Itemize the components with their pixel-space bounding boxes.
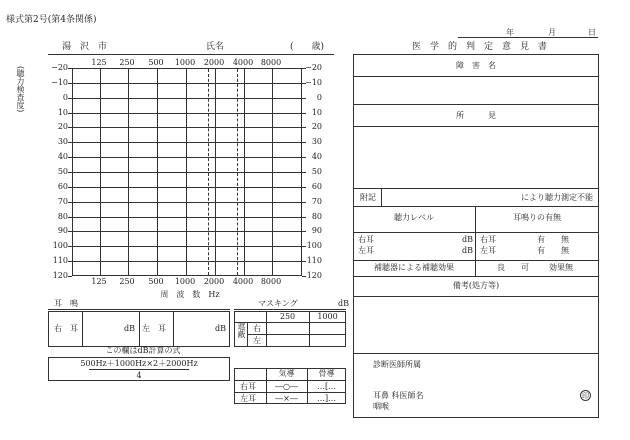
grid-row-line bbox=[73, 142, 301, 143]
legend-right-air-symbol: ―○― bbox=[275, 382, 298, 391]
legend-left-air-symbol: ―×― bbox=[275, 394, 298, 403]
grid-freq-line bbox=[128, 69, 129, 275]
db-label: −20 bbox=[51, 63, 68, 72]
db-label: 10 bbox=[57, 107, 68, 117]
grid-row-line bbox=[73, 98, 301, 99]
db-label: 30 bbox=[311, 137, 322, 147]
grid-row-line bbox=[73, 113, 301, 114]
masking-row-line bbox=[234, 322, 346, 323]
hearing-left-db: dB bbox=[462, 246, 473, 255]
db-label: −10 bbox=[51, 77, 68, 87]
db-tick bbox=[68, 231, 72, 232]
frequency-label: 500 bbox=[148, 277, 164, 286]
note-text: により聴力測定不能 bbox=[521, 193, 593, 202]
db-label: 50 bbox=[311, 167, 322, 176]
db-tick bbox=[68, 202, 72, 203]
doctor-label: 耳鼻 科医師名 bbox=[373, 391, 424, 400]
tinnitus-divider bbox=[139, 311, 140, 347]
masking-col-1000: 1000 bbox=[317, 312, 338, 321]
presence-left-value[interactable]: 有 無 bbox=[537, 246, 569, 255]
row-line bbox=[353, 206, 599, 207]
date-underline bbox=[458, 37, 598, 38]
hearing-level-label: 聴力レベル bbox=[394, 213, 434, 222]
row-line bbox=[353, 276, 599, 277]
presence-right-value[interactable]: 有 無 bbox=[537, 235, 569, 244]
legend-row-line bbox=[234, 392, 346, 393]
db-label: 110 bbox=[306, 256, 322, 266]
legend-left-label: 左耳 bbox=[240, 394, 256, 403]
frequency-label: 8000 bbox=[260, 58, 282, 67]
frequency-label: 125 bbox=[91, 277, 107, 286]
masking-row-label: 遮蔽 bbox=[237, 322, 246, 338]
legend-air-label: 気導 bbox=[278, 369, 295, 378]
db-tick bbox=[68, 113, 72, 114]
db-tick bbox=[302, 83, 306, 84]
frequency-label: 2000 bbox=[203, 58, 225, 67]
db-label: 90 bbox=[311, 226, 322, 236]
row-line bbox=[353, 260, 599, 261]
year-label: 年 bbox=[506, 28, 514, 37]
db-label: 10 bbox=[311, 107, 322, 117]
frequency-label: 1000 bbox=[174, 58, 196, 67]
frequency-label: 500 bbox=[148, 58, 164, 67]
grid-freq-line bbox=[100, 69, 101, 275]
db-tick bbox=[302, 276, 306, 277]
db-tick bbox=[68, 142, 72, 143]
presence-right-ear: 右耳 bbox=[480, 235, 496, 244]
db-label: 30 bbox=[57, 137, 68, 147]
db-label: 0 bbox=[316, 92, 322, 102]
db-label: 70 bbox=[311, 196, 322, 206]
legend-row-line bbox=[234, 380, 346, 381]
tinnitus-divider bbox=[82, 311, 83, 347]
db-label: 0 bbox=[62, 92, 68, 102]
tinnitus-right-db: dB bbox=[124, 324, 135, 333]
doctor-label-2: 咽喉 bbox=[373, 402, 389, 411]
db-label: 80 bbox=[311, 211, 322, 221]
city-label: 湯 沢 市 bbox=[62, 42, 108, 52]
db-tick bbox=[302, 187, 306, 188]
formula-denominator: 4 bbox=[136, 371, 142, 380]
presence-left-ear: 左耳 bbox=[480, 246, 496, 255]
legend-left-bone-symbol: …]… bbox=[316, 394, 337, 403]
grid-row-line bbox=[73, 157, 301, 158]
frequency-label: 8000 bbox=[260, 277, 282, 286]
grid-row-line bbox=[73, 261, 301, 262]
db-tick bbox=[68, 261, 72, 262]
db-tick bbox=[68, 187, 72, 188]
legend-right-label: 右耳 bbox=[240, 382, 256, 391]
masking-col-250: 250 bbox=[279, 312, 296, 321]
month-label: 月 bbox=[548, 28, 556, 37]
grid-half-octave-line bbox=[237, 69, 238, 275]
db-tick bbox=[68, 157, 72, 158]
db-label: 20 bbox=[311, 122, 322, 132]
db-tick bbox=[68, 127, 72, 128]
audiogram-grid[interactable] bbox=[72, 68, 302, 276]
masking-right: 右 bbox=[253, 324, 261, 333]
db-tick bbox=[302, 157, 306, 158]
db-tick bbox=[302, 202, 306, 203]
grid-half-octave-line bbox=[208, 69, 209, 275]
masking-row-line bbox=[247, 334, 346, 335]
hearing-right-ear: 右耳 bbox=[358, 235, 374, 244]
note-divider bbox=[381, 188, 382, 206]
center-divider bbox=[475, 260, 476, 276]
db-label: 70 bbox=[57, 196, 68, 206]
db-label: 120 bbox=[52, 271, 68, 280]
hearing-aid-label: 補聴器による補聴効果 bbox=[374, 263, 454, 272]
db-label: −10 bbox=[305, 77, 322, 87]
remarks-field[interactable] bbox=[354, 297, 598, 352]
grid-row-line bbox=[73, 172, 301, 173]
row-line bbox=[353, 188, 599, 189]
db-label: 120 bbox=[306, 271, 322, 280]
db-label: 40 bbox=[57, 152, 68, 162]
row-line bbox=[353, 353, 599, 354]
db-label: 60 bbox=[311, 181, 322, 191]
frequency-label: 4000 bbox=[232, 277, 254, 286]
db-tick bbox=[68, 217, 72, 218]
tinnitus-left-db: dB bbox=[215, 324, 226, 333]
db-label: 110 bbox=[52, 256, 68, 266]
db-label: 100 bbox=[306, 241, 322, 251]
formula-bar bbox=[89, 369, 189, 370]
frequency-label: 250 bbox=[119, 277, 135, 286]
grid-freq-line bbox=[244, 69, 245, 275]
db-label: 40 bbox=[311, 152, 322, 162]
masking-left: 左 bbox=[253, 336, 261, 345]
y-axis-title: (聴力検査度) bbox=[16, 66, 25, 113]
frequency-label: 1000 bbox=[174, 277, 196, 286]
db-tick bbox=[68, 172, 72, 173]
db-tick bbox=[302, 68, 306, 69]
db-tick bbox=[302, 261, 306, 262]
db-tick bbox=[68, 68, 72, 69]
db-label: 50 bbox=[57, 167, 68, 176]
db-tick bbox=[68, 276, 72, 277]
row-line bbox=[353, 104, 599, 105]
db-label: −20 bbox=[305, 63, 322, 72]
db-tick bbox=[68, 98, 72, 99]
grid-freq-line bbox=[272, 69, 273, 275]
db-label: 80 bbox=[57, 211, 68, 221]
grid-freq-line bbox=[157, 69, 158, 275]
db-tick bbox=[302, 172, 306, 173]
opinion-title: 医 学 的 判 定 意 見 書 bbox=[412, 42, 548, 52]
remarks-label: 備考(処方等) bbox=[452, 281, 500, 290]
tinnitus-divider bbox=[173, 311, 174, 347]
masking-underline bbox=[234, 309, 346, 310]
disability-name-field[interactable] bbox=[354, 77, 598, 103]
db-tick bbox=[68, 246, 72, 247]
hearing-right-db: dB bbox=[462, 235, 473, 244]
findings-label: 所 見 bbox=[456, 111, 496, 120]
grid-freq-line bbox=[215, 69, 216, 275]
masking-db: dB bbox=[338, 299, 349, 308]
disability-name-label: 障 害 名 bbox=[456, 61, 496, 70]
grid-row-line bbox=[73, 127, 301, 128]
frequency-label: 4000 bbox=[232, 58, 254, 67]
db-label: 20 bbox=[57, 122, 68, 132]
patient-underline bbox=[48, 54, 334, 55]
hearing-left-ear: 左耳 bbox=[358, 246, 374, 255]
tinnitus-note: この欄はdB計算の式 bbox=[105, 346, 181, 355]
grid-row-line bbox=[73, 231, 301, 232]
frequency-label: 2000 bbox=[203, 277, 225, 286]
row-line bbox=[353, 232, 599, 233]
grid-freq-line bbox=[186, 69, 187, 275]
db-tick bbox=[302, 127, 306, 128]
note-label: 附記 bbox=[360, 193, 376, 202]
db-label: 100 bbox=[52, 241, 68, 251]
legend-right-bone-symbol: …[… bbox=[316, 382, 337, 391]
grid-row-line bbox=[73, 83, 301, 84]
findings-field[interactable] bbox=[354, 127, 598, 187]
db-tick bbox=[68, 83, 72, 84]
clinic-label: 診断医師所属 bbox=[373, 360, 421, 369]
tinnitus-left-label: 左 耳 bbox=[142, 324, 166, 333]
x-axis-title: 周 波 数 Hz bbox=[160, 290, 220, 299]
day-label: 日 bbox=[588, 28, 596, 37]
db-tick bbox=[302, 217, 306, 218]
frequency-label: 125 bbox=[91, 58, 107, 67]
db-tick bbox=[302, 113, 306, 114]
frequency-label: 250 bbox=[119, 58, 135, 67]
masking-title: マスキング bbox=[258, 299, 298, 308]
age-label: ( 歳) bbox=[290, 42, 325, 52]
name-label: 氏名 bbox=[206, 42, 225, 52]
db-label: 90 bbox=[57, 226, 68, 236]
db-tick bbox=[302, 98, 306, 99]
grid-row-line bbox=[73, 217, 301, 218]
tinnitus-underline bbox=[48, 309, 230, 310]
tinnitus-presence-label: 耳鳴りの有無 bbox=[513, 213, 561, 222]
effect-good[interactable]: 良 可 bbox=[497, 263, 529, 272]
formula-numerator: 500Hz＋1000Hz×2＋2000Hz bbox=[80, 359, 198, 368]
tinnitus-title: 耳 鳴 bbox=[54, 299, 78, 308]
effect-none[interactable]: 効果無 bbox=[549, 263, 573, 272]
legend-bone-label: 骨導 bbox=[318, 369, 335, 378]
db-tick bbox=[302, 246, 306, 247]
db-tick bbox=[302, 142, 306, 143]
db-tick bbox=[302, 231, 306, 232]
form-number: 様式第2号(第4条関係) bbox=[6, 15, 97, 25]
grid-row-line bbox=[73, 187, 301, 188]
seal-mark: 印 bbox=[582, 392, 589, 400]
grid-row-line bbox=[73, 202, 301, 203]
tinnitus-right-label: 右 耳 bbox=[54, 324, 78, 333]
grid-row-line bbox=[73, 246, 301, 247]
db-label: 60 bbox=[57, 181, 68, 191]
